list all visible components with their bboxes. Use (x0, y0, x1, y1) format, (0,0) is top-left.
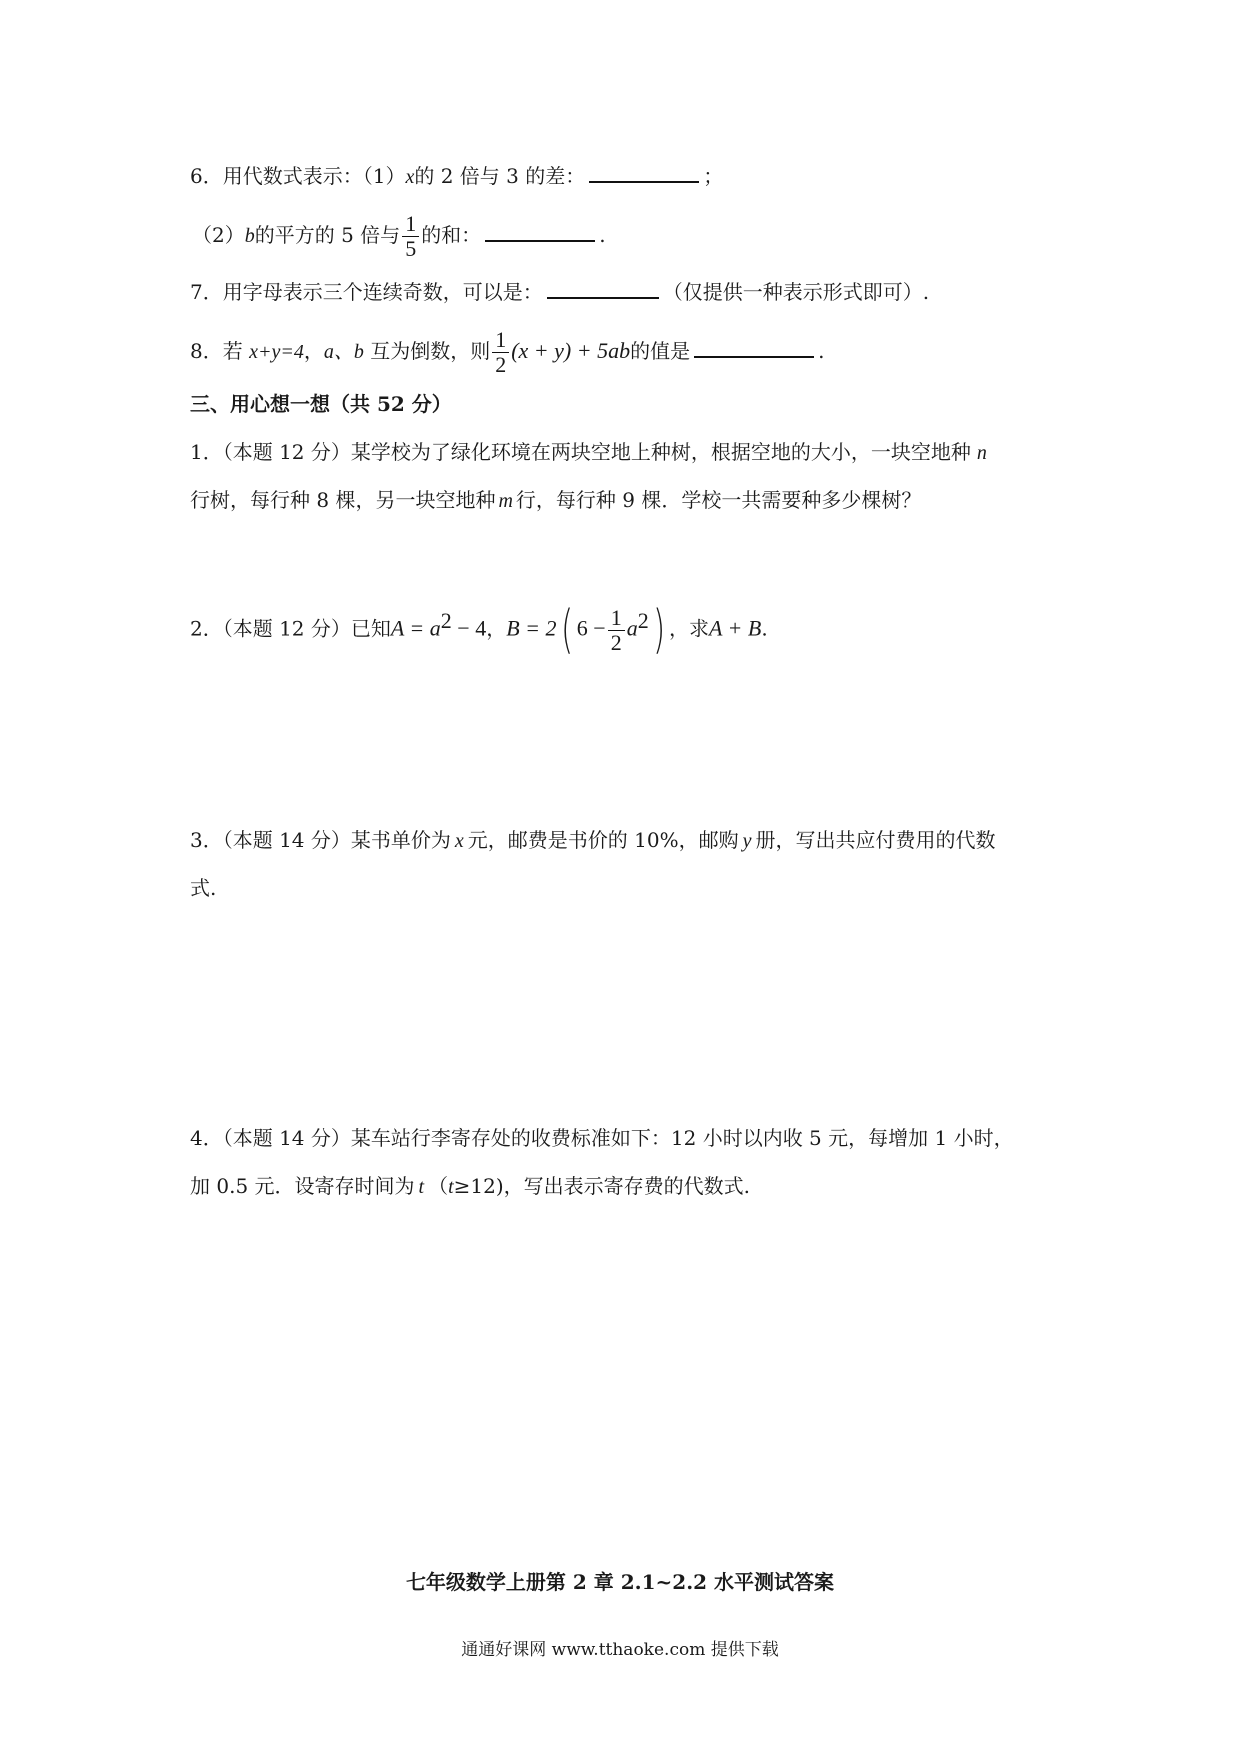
answer-blank[interactable] (547, 293, 659, 299)
problem-1-text: 1．（本题 12 分）某学校为了绿化环境在两块空地上种树，根据空地的大小，一块空地种 (190, 440, 971, 464)
expression-a-tail: − 4 (451, 615, 487, 641)
variable-m: m (498, 490, 513, 512)
punctuation: . (599, 223, 606, 247)
punctuation: ， (303, 339, 324, 363)
fraction-denominator: 2 (495, 352, 507, 377)
problem-4-text: 加 0.5 元．设寄存时间为 (190, 1174, 415, 1198)
fraction-numerator: 1 (492, 328, 509, 353)
problem-3-line-2: 式. (190, 876, 217, 900)
question-6-text: （2） (192, 223, 245, 247)
page-footer: 通通好课网 www.tthaoke.com 提供下载 (461, 1640, 779, 1660)
variable-t: t (448, 1176, 454, 1198)
expression-a: A = a (390, 615, 441, 641)
question-6-text: 6．用代数式表示：（1） (190, 164, 406, 188)
question-6-text: 的 2 倍与 3 的差： (414, 164, 586, 188)
fraction-one-fifth (402, 212, 419, 261)
expression-b-inner: 6 − (576, 615, 606, 641)
variables-a-b: a、b (323, 341, 364, 363)
variable-t: t (418, 1176, 425, 1198)
problem-4-text: ≥12)，写出表示寄存费的代数式. (453, 1174, 751, 1198)
punctuation: . (818, 339, 825, 363)
punctuation: （ (428, 1174, 449, 1198)
expression-b: B = 2 (506, 615, 557, 641)
section-3-heading: 三、用心想一想（共 52 分） (190, 392, 452, 416)
problem-3-text: 元，邮费是书价的 10%，邮购 (467, 828, 739, 852)
punctuation: . (761, 616, 768, 641)
fraction-one-half (608, 606, 625, 655)
expression-sum: A + B (709, 615, 762, 641)
question-8-text: 8．若 (190, 339, 250, 363)
exponent: 2 (440, 608, 452, 633)
problem-4-line-1: 4．（本题 14 分）某车站行李寄存处的收费标准如下：12 小时以内收 5 元，每增加 1 小时， (190, 1126, 1014, 1150)
fraction-denominator: 5 (405, 236, 417, 261)
question-8-text: 的值是 (630, 339, 691, 363)
variable-x: x (405, 166, 415, 188)
problem-2-text: 2．（本题 12 分）已知 (190, 616, 391, 641)
answer-blank[interactable] (589, 177, 699, 183)
fraction-denominator: 2 (610, 629, 622, 655)
punctuation: ； (703, 164, 724, 188)
problem-1-line-2 (190, 486, 921, 515)
problem-3-line-1 (190, 826, 995, 855)
question-6-text: 的和： (421, 223, 482, 247)
question-6-line-2 (192, 210, 606, 261)
variable-b: b (244, 225, 255, 247)
question-6-line-1 (190, 162, 723, 191)
variable-a: a (626, 615, 638, 641)
variable-n: n (976, 442, 987, 464)
fraction-numerator: 1 (402, 212, 419, 237)
variable-x: x (454, 830, 464, 852)
problem-3-text: 册，写出共应付费用的代数 (755, 828, 996, 852)
question-6-text: 的平方的 5 倍与 (254, 223, 401, 247)
variable-y: y (742, 830, 752, 852)
condition-expression: x+y=4 (249, 341, 304, 363)
problem-1-text: 行树，每行种 8 棵，另一块空地种 (190, 488, 496, 512)
question-7 (190, 278, 929, 306)
problem-1-text: 行，每行种 9 棵．学校一共需要种多少棵树？ (515, 488, 922, 512)
left-paren: ( (560, 600, 573, 661)
answer-blank[interactable] (485, 236, 595, 242)
problem-3-text: 3．（本题 14 分）某书单价为 (190, 828, 451, 852)
answer-blank[interactable] (694, 352, 814, 358)
fraction-one-half (492, 328, 509, 377)
question-8 (190, 326, 824, 377)
right-paren: ) (652, 600, 665, 661)
punctuation: ， (486, 616, 507, 641)
question-7-text: （仅提供一种表示形式即可）. (662, 280, 930, 304)
fraction-numerator: 1 (608, 606, 625, 631)
problem-1-line-1 (190, 438, 987, 467)
math-expression: (x + y) + 5ab (511, 338, 631, 363)
question-7-text: 7．用字母表示三个连续奇数，可以是： (190, 280, 543, 304)
problem-2 (190, 596, 768, 661)
question-8-text: 互为倒数，则 (363, 339, 491, 363)
exponent: 2 (637, 608, 649, 633)
answer-section-title: 七年级数学上册第 2 章 2.1~2.2 水平测试答案 (405, 1570, 835, 1594)
problem-2-text: ，求 (669, 616, 710, 641)
problem-4-line-2 (190, 1172, 750, 1201)
